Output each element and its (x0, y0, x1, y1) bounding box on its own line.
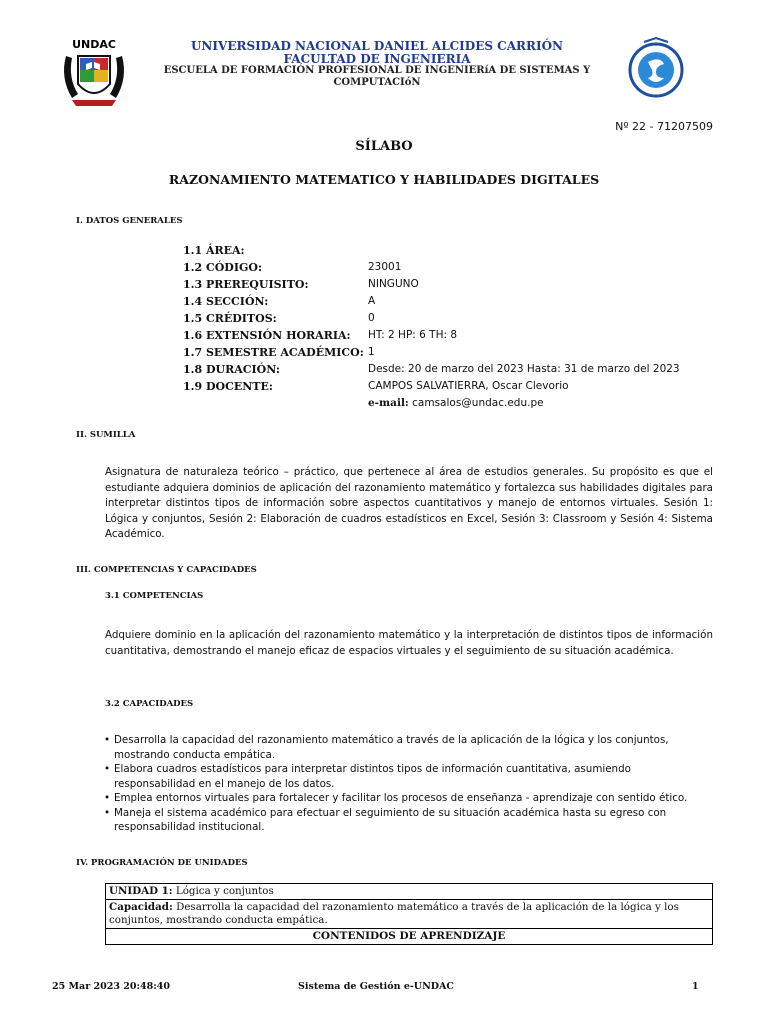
unit-label: UNIDAD 1: (109, 885, 173, 897)
general-data-row (183, 312, 743, 329)
row-value: CAMPOS SALVATIERRA, Oscar Clevorio (368, 380, 569, 392)
row-value: Desde: 20 de marzo del 2023 Hasta: 31 de marzo del 2023 (368, 363, 680, 375)
unit-table (105, 883, 713, 945)
row-label: 1.4 SECCIÓN: (183, 295, 269, 308)
list-item: • Emplea entornos virtuales para fortalecer y facilitar los procesos de enseñanza - aprendizaje con sentido ético. (104, 791, 714, 806)
school-name: ESCUELA DE FORMACIÓN PROFESIONAL DE INGENIERíA DE SISTEMAS Y COMPUTACIóN (163, 65, 591, 88)
row-value: A (368, 295, 376, 307)
email-row (183, 397, 743, 414)
footer-system: Sistema de Gestión e-UNDAC (298, 981, 454, 992)
document-number: Nº 22 - 71207509 (615, 120, 713, 133)
undac-logo-left (58, 34, 130, 110)
subsection-heading-capacidades: 3.2 CAPACIDADES (105, 699, 194, 709)
row-label: 1.3 PREREQUISITO: (183, 278, 309, 291)
undac-seal-right (626, 36, 686, 100)
table-row (106, 929, 713, 945)
general-data-row (183, 295, 743, 312)
university-name: UNIVERSIDAD NACIONAL DANIEL ALCIDES CARRIÓN (190, 39, 564, 53)
general-data-row (183, 329, 743, 346)
general-data-row (183, 363, 743, 380)
row-label: 1.8 DURACIÓN: (183, 363, 280, 376)
row-value: 0 (368, 312, 375, 324)
row-value: HT: 2 HP: 6 TH: 8 (368, 329, 458, 341)
section-heading-programacion: IV. PROGRAMACIÓN DE UNIDADES (76, 858, 248, 868)
capacity-label: Capacidad: (109, 901, 173, 913)
faculty-name: FACULTAD DE INGENIERIA (283, 52, 471, 66)
email-address: camsalos@undac.edu.pe (412, 397, 544, 409)
table-row (106, 900, 713, 929)
unit-value: Lógica y conjuntos (175, 885, 274, 897)
logo-left-text: UNDAC (72, 38, 116, 51)
list-item: • Maneja el sistema académico para efectuar el seguimiento de su situación académica hasta su egreso con responsabilidad institucional. (104, 806, 714, 835)
list-item: • Elabora cuadros estadísticos para interpretar distintos tipos de información cuantitativa, asumiendo responsabilidad en el manejo de los datos. (104, 762, 714, 791)
sumilla-text: Asignatura de naturaleza teórico – práctico, que pertenece al área de estudios generales. Su propósito es que el estudiante adquiera dominios de aplicación del razonamiento matemático y fortalezca sus habilidades digitales para interpretar distintos tipos de información sobre aspectos cuantitativos y manejo de entornos virtuales. Sesión 1: Lógica y conjuntos, Sesión 2: Elaboración de cuadros estadísticos en Excel, Sesión 3: Classroom y Sesión 4: Sistema Académico. (105, 466, 713, 540)
general-data-row (183, 380, 743, 397)
row-label: 1.1 ÁREA: (183, 244, 245, 257)
list-item: • Desarrolla la capacidad del razonamiento matemático a través de la aplicación de la lógica y los conjuntos, mostrando conducta empática. (104, 733, 714, 762)
capacity-cell (106, 900, 713, 929)
contents-heading: CONTENIDOS DE APRENDIZAJE (106, 929, 713, 945)
capacity-value: Desarrolla la capacidad del razonamiento matemático a través de la aplicación de la lógica y los conjuntos, mostrando conducta empática. (109, 901, 679, 926)
document-title: SÍLABO (355, 139, 413, 154)
footer-page-number: 1 (692, 981, 699, 992)
row-label: 1.7 SEMESTRE ACADÉMICO: (183, 346, 364, 359)
row-value: 23001 (368, 261, 402, 273)
row-value: 1 (368, 346, 375, 358)
section-heading-datos-generales: I. DATOS GENERALES (76, 216, 183, 226)
section-heading-sumilla: II. SUMILLA (76, 430, 136, 440)
general-data-row (183, 261, 743, 278)
email-value (368, 397, 544, 409)
row-value: NINGUNO (368, 278, 419, 290)
row-label: 1.2 CÓDIGO: (183, 261, 263, 274)
general-data-row (183, 278, 743, 295)
table-row (106, 884, 713, 900)
subsection-heading-competencias: 3.1 COMPETENCIAS (105, 591, 204, 601)
row-label: 1.6 EXTENSIÓN HORARIA: (183, 329, 351, 342)
course-title: RAZONAMIENTO MATEMATICO Y HABILIDADES DIGITALES (168, 172, 600, 187)
row-label: 1.9 DOCENTE: (183, 380, 273, 393)
unit-cell (106, 884, 713, 900)
footer-datetime: 25 Mar 2023 20:48:40 (52, 981, 170, 992)
section-heading-competencias: III. COMPETENCIAS Y CAPACIDADES (76, 565, 257, 575)
general-data-row (183, 346, 743, 363)
general-data-row (183, 244, 743, 261)
email-label: e-mail: (368, 397, 409, 409)
competencias-text: Adquiere dominio en la aplicación del razonamiento matemático y la interpretación de distintos tipos de información cuantitativa, demostrando el manejo eficaz de espacios virtuales y el seguimiento de su situación académica. (105, 629, 713, 657)
capacidades-list (104, 733, 714, 835)
row-label: 1.5 CRÉDITOS: (183, 312, 277, 325)
